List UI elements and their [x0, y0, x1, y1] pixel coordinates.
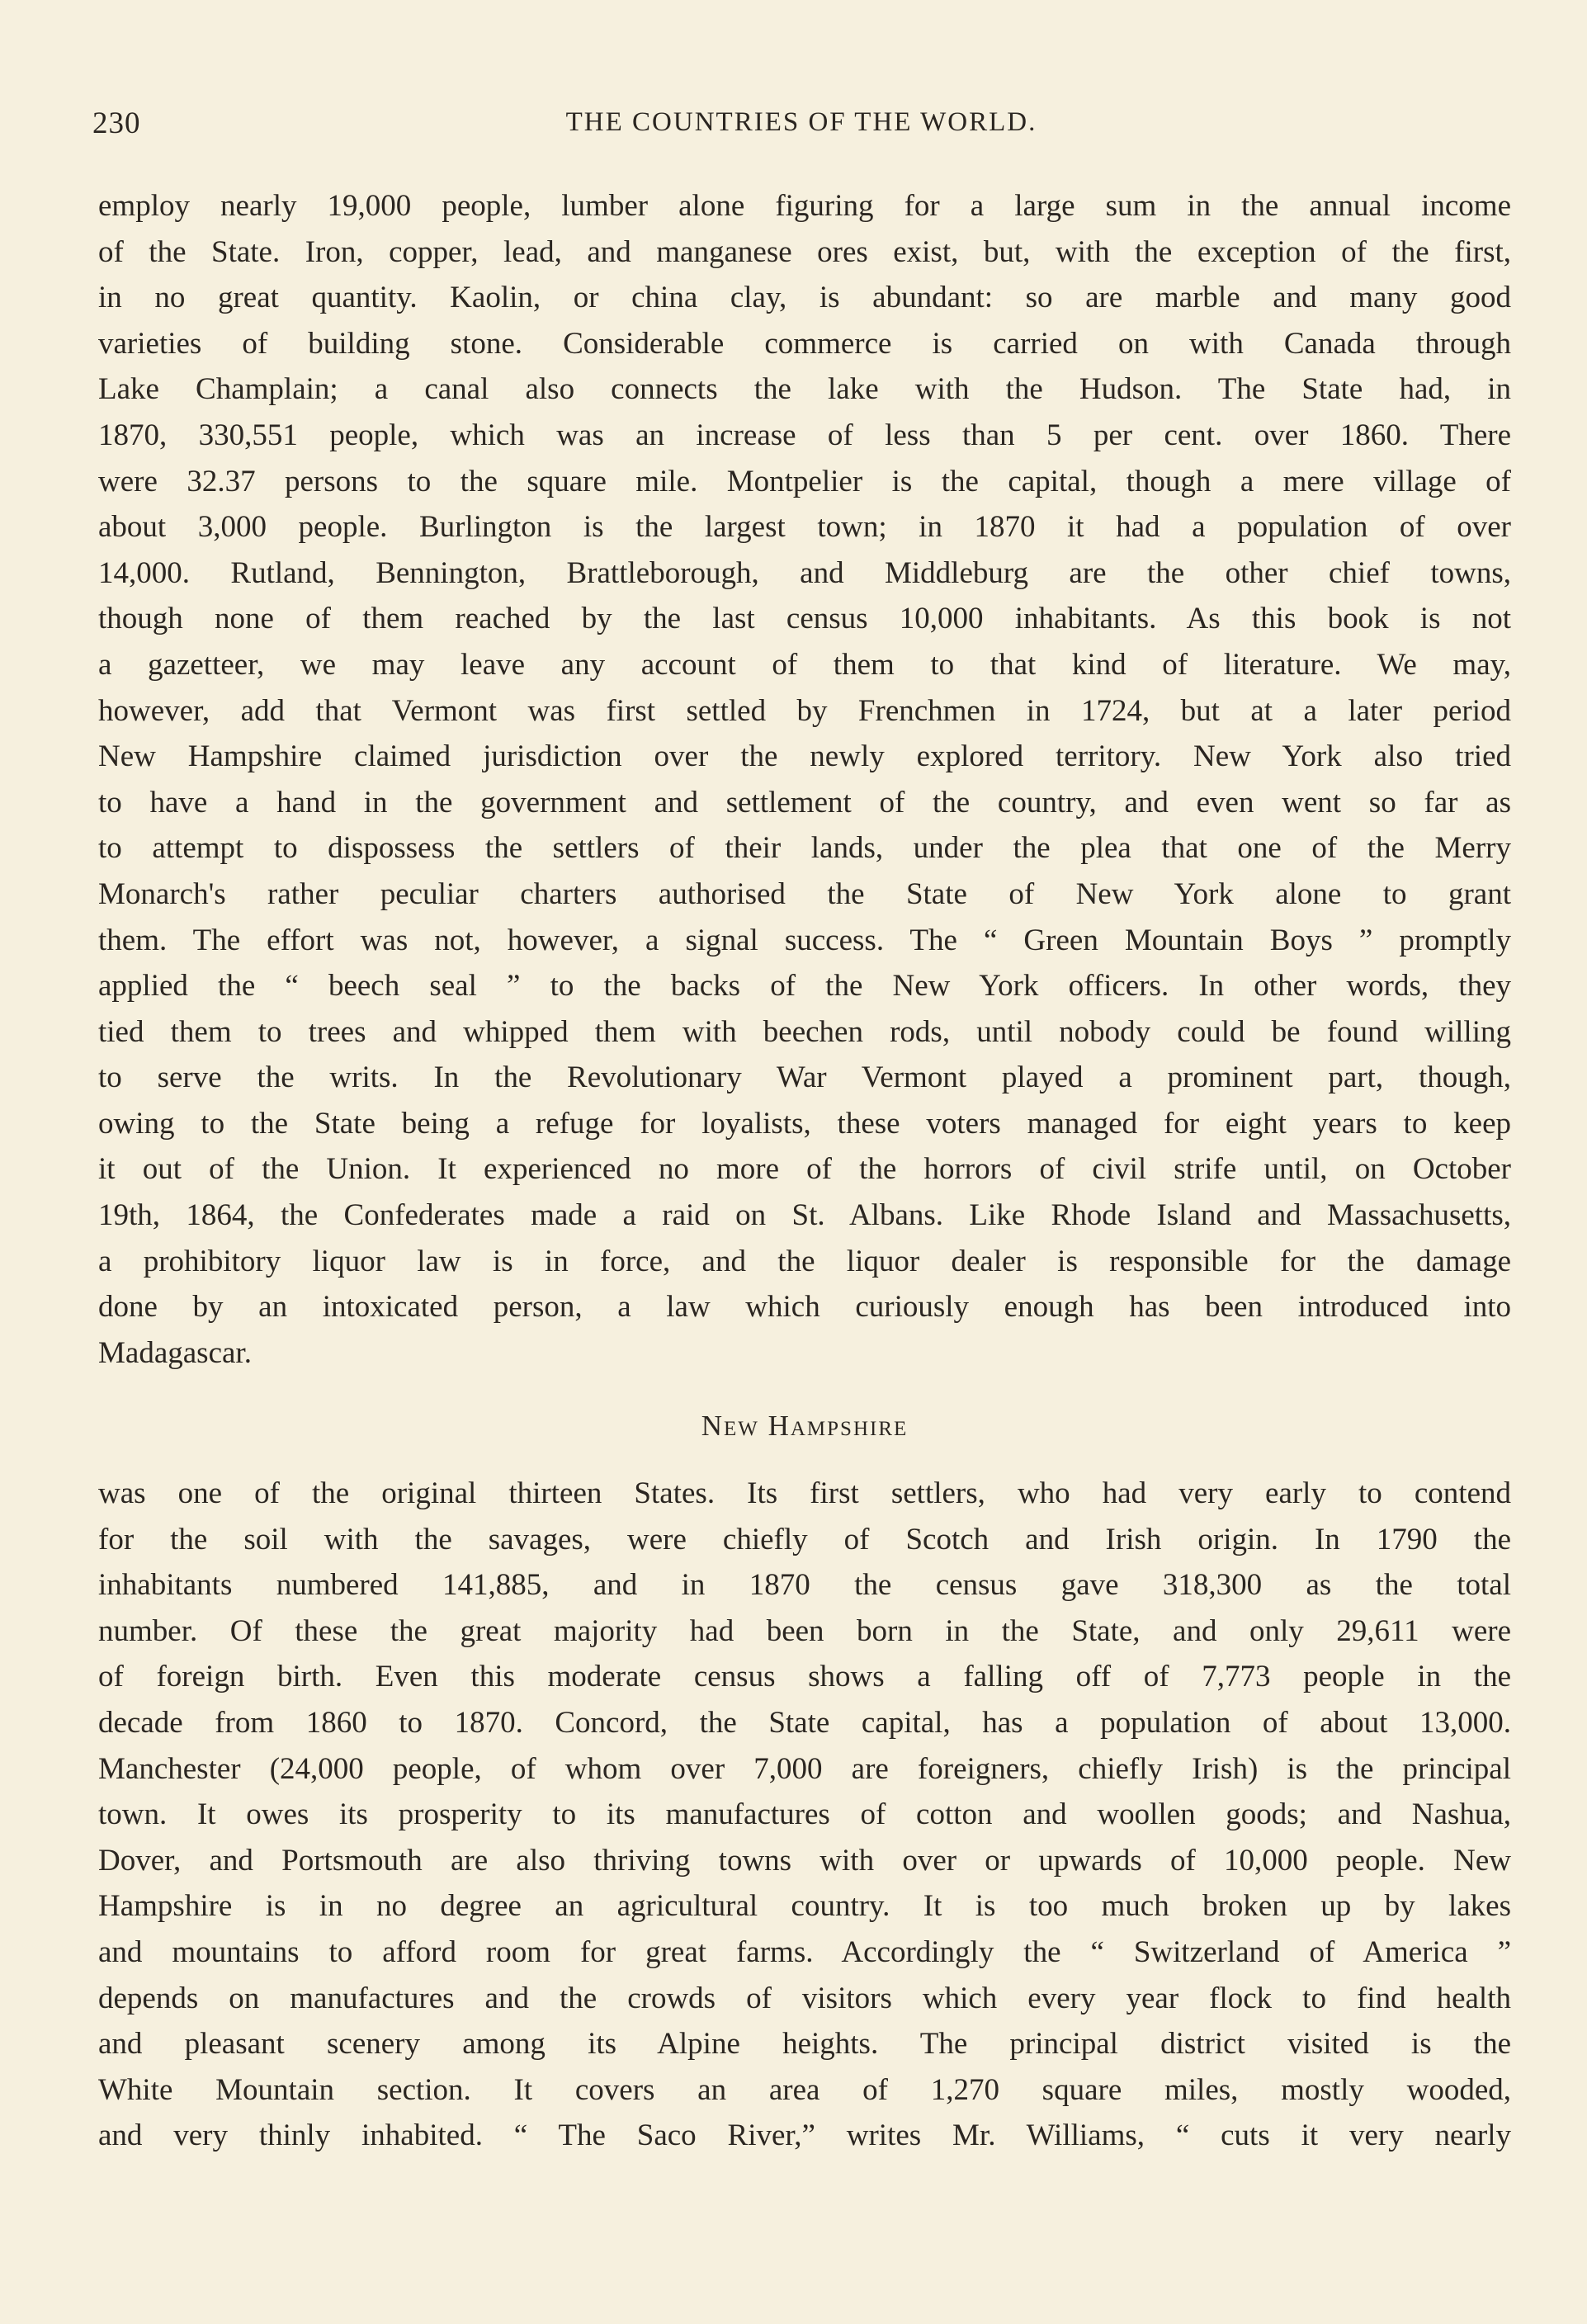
text-line: were 32.37 persons to the square mile. Montpelier is the capital, though a mere village of	[98, 464, 1511, 498]
text-line: applied the “ beech seal ” to the backs of the New York officers. In other words, they	[98, 969, 1511, 1004]
text-line: and mountains to afford room for great farms. Accordingly the “ Switzerland of America ”	[98, 1934, 1511, 1969]
text-line: employ nearly 19,000 people, lumber alone figuring for a large sum in the annual income	[98, 189, 1511, 223]
paragraph-new-hampshire	[98, 1471, 1511, 2159]
page-header	[92, 106, 1510, 147]
text-line: and very thinly inhabited. “ The Saco River,” writes Mr. Williams, “ cuts it very nearly	[98, 2119, 1511, 2153]
text-line: a gazetteer, we may leave any account of them to that kind of literature. We may,	[98, 647, 1511, 682]
text-line: Monarch's rather peculiar charters authorised the State of New York alone to grant	[98, 876, 1511, 911]
text-line: 14,000. Rutland, Bennington, Brattleborough, and Middleburg are the other chief towns,	[98, 555, 1511, 590]
text-line: Dover, and Portsmouth are also thriving towns with over or upwards of 10,000 people. New	[98, 1843, 1511, 1878]
text-line: Hampshire is in no degree an agricultural country. It is too much broken up by lakes	[98, 1889, 1511, 1924]
text-line: of the State. Iron, copper, lead, and manganese ores exist, but, with the exception of the first,	[98, 234, 1511, 269]
paragraph-vermont	[98, 183, 1511, 1376]
text-line: though none of them reached by the last census 10,000 inhabitants. As this book is not	[98, 602, 1511, 636]
text-line: 19th, 1864, the Confederates made a raid on St. Albans. Like Rhode Island and Massachusetts,	[98, 1198, 1511, 1233]
text-line: in no great quantity. Kaolin, or china clay, is abundant: so are marble and many good	[98, 281, 1511, 315]
text-line: town. It owes its prosperity to its manufactures of cotton and woollen goods; and Nashua,	[98, 1797, 1511, 1832]
text-line: was one of the original thirteen States. Its first settlers, who had very early to contend	[98, 1476, 1511, 1510]
text-line: decade from 1860 to 1870. Concord, the State capital, has a population of about 13,000.	[98, 1705, 1511, 1740]
text-line: to have a hand in the government and settlement of the country, and even went so far as	[98, 785, 1511, 820]
text-line: to attempt to dispossess the settlers of their lands, under the plea that one of the Merry	[98, 831, 1511, 866]
text-line: it out of the Union. It experienced no more of the horrors of civil strife until, on October	[98, 1152, 1511, 1187]
text-line: for the soil with the savages, were chiefly of Scotch and Irish origin. In 1790 the	[98, 1522, 1511, 1556]
text-line: White Mountain section. It covers an area of 1,270 square miles, mostly wooded,	[98, 2072, 1511, 2107]
page-number: 230	[92, 106, 141, 140]
text-line: however, add that Vermont was first settled by Frenchmen in 1724, but at a later period	[98, 693, 1511, 728]
text-line: owing to the State being a refuge for loyalists, these voters managed for eight years to keep	[98, 1106, 1511, 1141]
text-line: and pleasant scenery among its Alpine heights. The principal district visited is the	[98, 2027, 1511, 2062]
text-line: a prohibitory liquor law is in force, and the liquor dealer is responsible for the damage	[98, 1244, 1511, 1278]
text-line: 1870, 330,551 people, which was an increase of less than 5 per cent. over 1860. There	[98, 418, 1511, 452]
text-line: of foreign birth. Even this moderate census shows a falling off of 7,773 people in the	[98, 1660, 1511, 1694]
text-line: New Hampshire claimed jurisdiction over the newly explored territory. New York also tried	[98, 739, 1511, 774]
text-line: number. Of these the great majority had been born in the State, and only 29,611 were	[98, 1613, 1511, 1648]
text-line: to serve the writs. In the Revolutionary War Vermont played a prominent part, though,	[98, 1060, 1511, 1095]
text-line: done by an intoxicated person, a law which curiously enough has been introduced into	[98, 1290, 1511, 1325]
text-line: depends on manufactures and the crowds of visitors which every year flock to find health	[98, 1981, 1511, 2015]
text-line: varieties of building stone. Considerable commerce is carried on with Canada through	[98, 326, 1511, 361]
section-heading: New Hampshire	[701, 1410, 909, 1442]
text-line: about 3,000 people. Burlington is the largest town; in 1870 it had a population of over	[98, 510, 1511, 545]
text-line: inhabitants numbered 141,885, and in 1870 the census gave 318,300 as the total	[98, 1568, 1511, 1603]
text-line: Madagascar.	[98, 1335, 252, 1370]
text-line: Lake Champlain; a canal also connects the lake with the Hudson. The State had, in	[98, 372, 1511, 407]
text-line: Manchester (24,000 people, of whom over 7,000 are foreigners, chiefly Irish) is the principal	[98, 1751, 1511, 1786]
running-title: THE COUNTRIES OF THE WORLD.	[565, 107, 1037, 137]
text-line: them. The effort was not, however, a signal success. The “ Green Mountain Boys ” promptly	[98, 923, 1511, 957]
text-line: tied them to trees and whipped them with beechen rods, until nobody could be found willing	[98, 1014, 1511, 1049]
